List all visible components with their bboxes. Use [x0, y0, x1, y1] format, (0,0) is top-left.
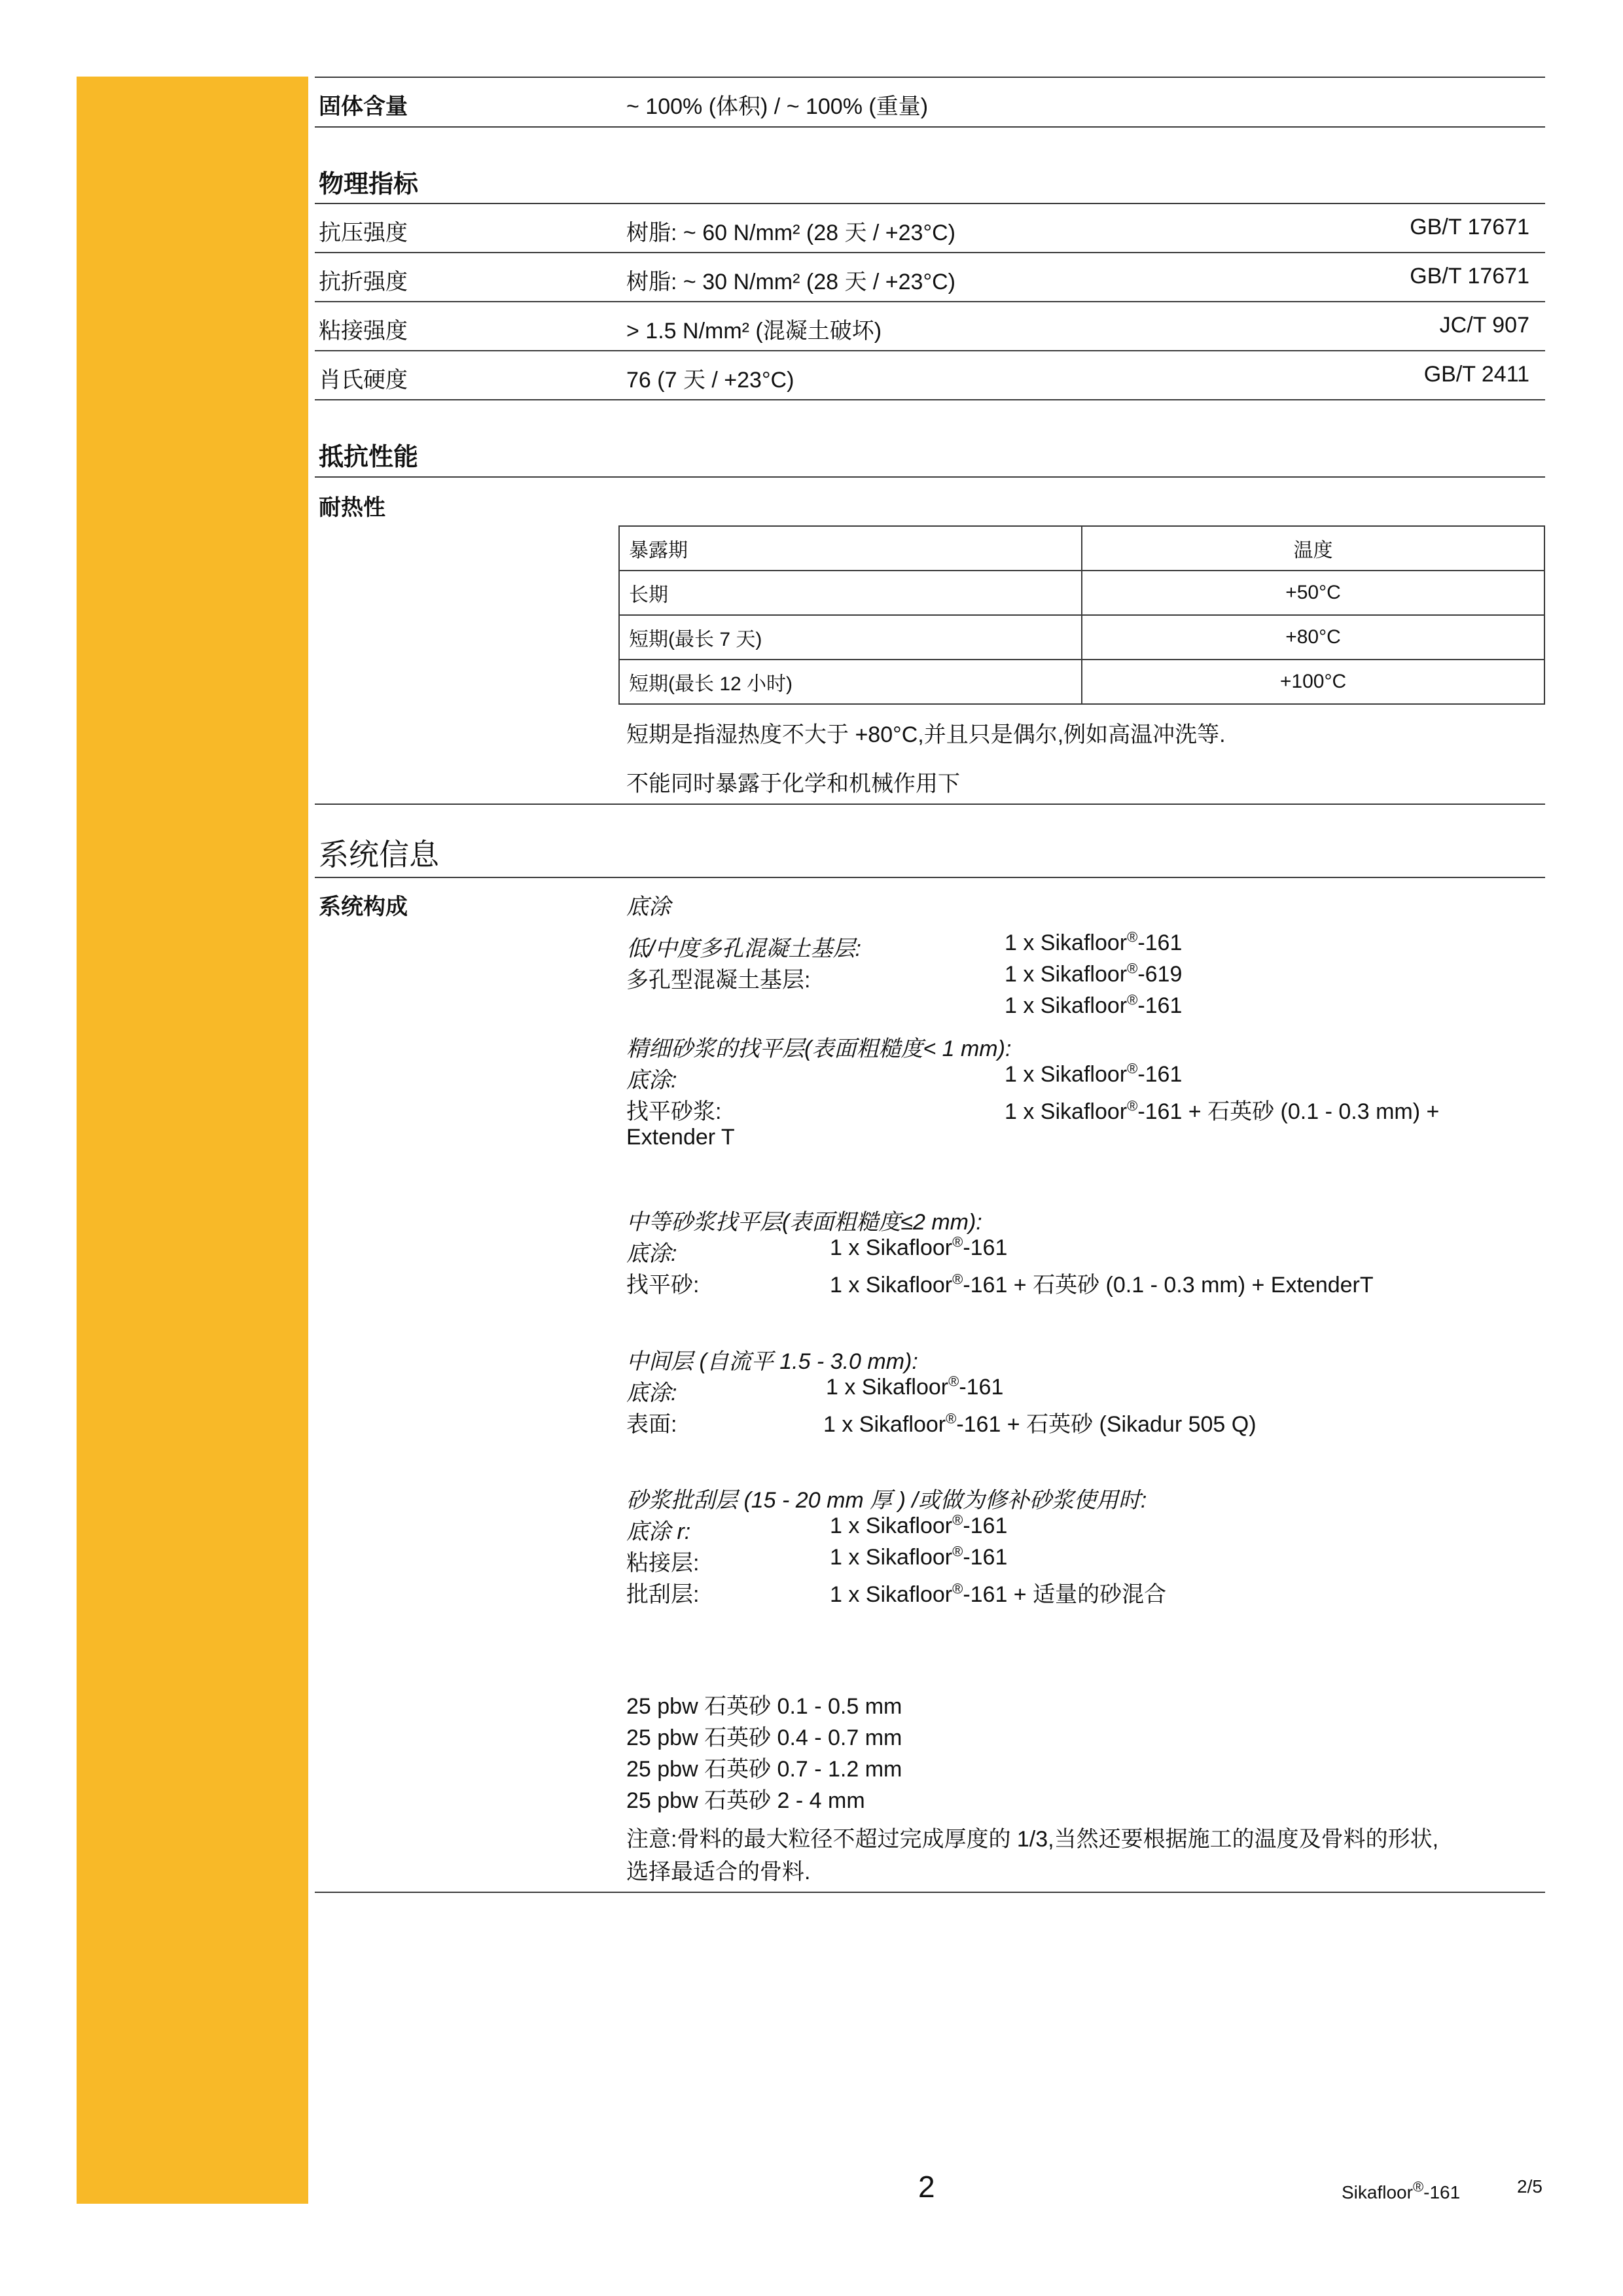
text-fragment: 1 x Sikafloor	[1005, 1099, 1128, 1124]
text-fragment: ®	[952, 1233, 963, 1250]
table-row	[619, 571, 1544, 615]
s4-title: 中间层 (自流平 1.5 - 3.0 mm):	[626, 1349, 918, 1374]
s5-label-1: 底涂 r:	[626, 1519, 691, 1544]
s2-title: 精细砂浆的找平层(表面粗糙度< 1 mm):	[626, 1036, 1012, 1061]
bond-label: 粘接强度	[319, 319, 408, 344]
s3-value-2	[830, 1267, 1374, 1299]
footer-product-name	[1342, 2178, 1461, 2203]
system-structure-label: 系统构成	[319, 894, 408, 919]
sand-item: 25 pbw 石英砂 2 - 4 mm	[626, 1788, 865, 1813]
text-fragment: Sikafloor	[1342, 2182, 1413, 2202]
s5-label-3: 批刮层:	[626, 1582, 700, 1607]
divider	[315, 350, 1545, 351]
s1-value-1	[1005, 930, 1182, 956]
divider	[315, 77, 1545, 78]
divider	[315, 399, 1545, 400]
s2-label-2: 找平砂浆:	[626, 1099, 722, 1124]
text-fragment: 1 x Sikafloor	[830, 1545, 953, 1570]
divider	[315, 126, 1545, 128]
sand-item: 25 pbw 石英砂 0.4 - 0.7 mm	[626, 1725, 902, 1750]
heat-note: 短期是指湿热度不大于 +80°C,并且只是偶尔,例如高温冲洗等.	[626, 722, 1226, 747]
s3-label-2: 找平砂:	[626, 1273, 700, 1298]
text-fragment: ®	[952, 1580, 963, 1597]
text-fragment: -619	[1137, 962, 1183, 987]
table-cell: +100°C	[1082, 660, 1544, 704]
text-fragment: -161	[1423, 2182, 1461, 2202]
text-fragment: ®	[948, 1373, 959, 1390]
s5-value-1	[830, 1513, 1007, 1539]
s4-label-1: 底涂:	[626, 1381, 677, 1405]
divider	[315, 203, 1545, 204]
compressive-standard: GB/T 17671	[1410, 215, 1529, 239]
s1-value-3	[1005, 993, 1182, 1019]
flexural-standard: GB/T 17671	[1410, 264, 1529, 289]
sand-item: 25 pbw 石英砂 0.1 - 0.5 mm	[626, 1694, 902, 1719]
s5-label-2: 粘接层:	[626, 1551, 700, 1576]
aggregate-note-line-2: 选择最适合的骨料.	[626, 1860, 811, 1884]
s3-value-1	[830, 1235, 1007, 1261]
table-row	[619, 660, 1544, 704]
compressive-label: 抗压强度	[319, 221, 408, 245]
text-fragment: 1 x Sikafloor	[823, 1412, 946, 1437]
text-fragment: -161	[1137, 993, 1183, 1018]
text-fragment: ®	[1127, 991, 1138, 1008]
s5-title: 砂浆批刮层 (15 - 20 mm 厚 ) /或做为修补砂浆使用时:	[626, 1488, 1147, 1513]
table-cell: 短期(最长 7 天)	[619, 615, 1082, 660]
aggregate-note-line-1: 注意:骨料的最大粒径不超过完成厚度的 1/3,当然还要根据施工的温度及骨料的形状,	[626, 1827, 1439, 1852]
text-fragment: -161 + 石英砂 (0.1 - 0.3 mm) +	[1137, 1099, 1440, 1124]
text-fragment: 1 x Sikafloor	[1005, 993, 1128, 1018]
sand-item: 25 pbw 石英砂 0.7 - 1.2 mm	[626, 1757, 902, 1782]
text-fragment: 1 x Sikafloor	[830, 1273, 953, 1298]
s2-value-2	[1005, 1093, 1439, 1125]
solids-label: 固体含量	[319, 94, 408, 119]
page-of-total: 2/5	[1517, 2176, 1543, 2197]
divider	[315, 877, 1545, 878]
table-cell: 长期	[619, 571, 1082, 615]
text-fragment: 1 x Sikafloor	[830, 1582, 953, 1607]
text-fragment: ®	[1127, 928, 1138, 945]
text-fragment: ®	[952, 1543, 963, 1560]
physical-section-title: 物理指标	[319, 171, 419, 198]
text-fragment: -161	[963, 1513, 1008, 1538]
flexural-value: 树脂: ~ 30 N/mm² (28 天 / +23°C)	[626, 270, 955, 294]
compressive-value: 树脂: ~ 60 N/mm² (28 天 / +23°C)	[626, 221, 955, 245]
primer-title: 底涂	[626, 894, 671, 919]
s5-value-2	[830, 1545, 1007, 1570]
s5-value-3	[830, 1576, 1166, 1608]
sidebar-accent-bar	[77, 77, 308, 2204]
table-row	[619, 615, 1544, 660]
flexural-label: 抗折强度	[319, 270, 408, 294]
s1-label-1: 低/中度多孔混凝土基层:	[626, 936, 861, 961]
s1-value-2	[1005, 962, 1182, 987]
table-header-row	[619, 526, 1544, 571]
page-number: 2	[918, 2170, 935, 2204]
text-fragment: 1 x Sikafloor	[1005, 930, 1128, 955]
table-cell: 温度	[1082, 526, 1544, 571]
s4-label-2: 表面:	[626, 1412, 677, 1437]
text-fragment: -161 + 石英砂 (Sikadur 505 Q)	[956, 1412, 1257, 1437]
text-fragment: -161	[963, 1235, 1008, 1260]
divider	[315, 804, 1545, 805]
divider	[315, 301, 1545, 302]
hardness-label: 肖氏硬度	[319, 368, 408, 393]
text-fragment: ®	[1412, 2178, 1424, 2195]
divider	[315, 476, 1545, 478]
table-cell: +80°C	[1082, 615, 1544, 660]
text-fragment: -161	[959, 1375, 1004, 1400]
exposure-note: 不能同时暴露于化学和机械作用下	[626, 771, 960, 796]
text-fragment: -161	[1137, 1062, 1183, 1087]
text-fragment: 1 x Sikafloor	[1005, 962, 1128, 987]
table-cell: +50°C	[1082, 571, 1544, 615]
text-fragment: ®	[946, 1410, 957, 1427]
bond-value: > 1.5 N/mm² (混凝土破坏)	[626, 319, 882, 344]
resistance-section-title: 抵抗性能	[319, 444, 419, 471]
s1-label-2: 多孔型混凝土基层:	[626, 968, 811, 993]
text-fragment: 1 x Sikafloor	[1005, 1062, 1128, 1087]
text-fragment: ®	[1127, 1097, 1138, 1114]
text-fragment: 1 x Sikafloor	[826, 1375, 949, 1400]
hardness-standard: GB/T 2411	[1423, 362, 1529, 387]
s3-label-1: 底涂:	[626, 1241, 677, 1266]
divider	[315, 1892, 1545, 1893]
heat-resistance-label: 耐热性	[319, 495, 385, 520]
s2-value-1	[1005, 1062, 1182, 1087]
text-fragment: 1 x Sikafloor	[830, 1235, 953, 1260]
table-cell: 暴露期	[619, 526, 1082, 571]
s4-value-2	[823, 1406, 1257, 1438]
text-fragment: ®	[952, 1271, 963, 1288]
solids-value: ~ 100% (体积) / ~ 100% (重量)	[626, 94, 929, 119]
bond-standard: JC/T 907	[1439, 313, 1529, 338]
text-fragment: -161	[1137, 930, 1183, 955]
text-fragment: -161 + 石英砂 (0.1 - 0.3 mm) + ExtenderT	[963, 1273, 1374, 1298]
text-fragment: 1 x Sikafloor	[830, 1513, 953, 1538]
system-section-title: 系统信息	[319, 838, 439, 872]
text-fragment: ®	[1127, 960, 1138, 977]
s2-label-1: 底涂:	[626, 1068, 677, 1093]
table-cell: 短期(最长 12 小时)	[619, 660, 1082, 704]
text-fragment: ®	[1127, 1060, 1138, 1077]
divider	[315, 252, 1545, 253]
hardness-value: 76 (7 天 / +23°C)	[626, 368, 794, 393]
s2-value-2-cont: Extender T	[626, 1125, 735, 1150]
s4-value-1	[826, 1375, 1003, 1400]
text-fragment: ®	[952, 1511, 963, 1528]
text-fragment: -161 + 适量的砂混合	[963, 1582, 1167, 1607]
text-fragment: -161	[963, 1545, 1008, 1570]
s3-title: 中等砂浆找平层(表面粗糙度≤2 mm):	[626, 1210, 982, 1235]
heat-resistance-table	[618, 525, 1545, 705]
